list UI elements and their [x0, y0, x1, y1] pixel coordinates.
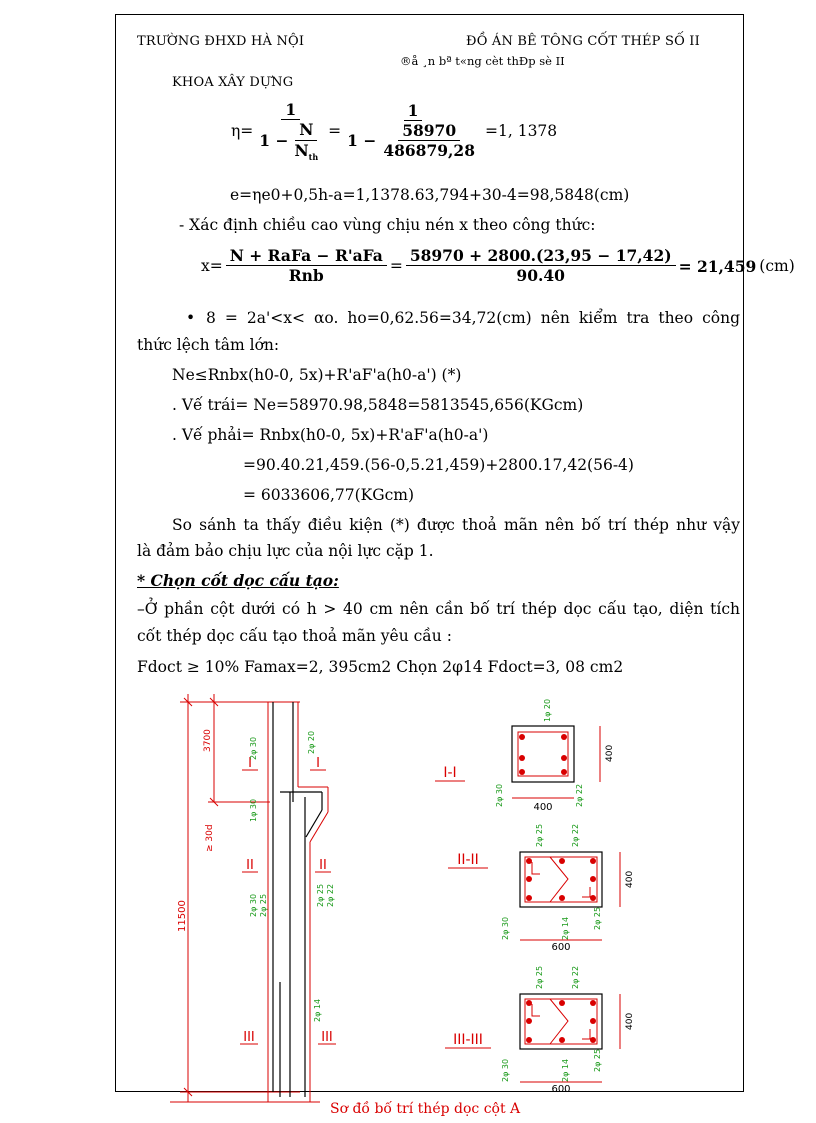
label-I-2p30: 2φ 30 [495, 783, 504, 807]
eq-eta-lhs: η= [231, 122, 254, 141]
eq-eta-den2-a: 1 − [347, 131, 377, 151]
cot-line-2: cốt thép dọc cấu tạo thoả mãn yêu cầu : [137, 627, 452, 645]
label-II-2p25-bot: 2φ 25 [593, 906, 602, 930]
dim-400-II: 400 [625, 870, 635, 888]
label-1p30: 1φ 30 [249, 798, 258, 822]
label-III-2p22-top: 2φ 22 [571, 965, 580, 989]
cut-label-II-left: II [246, 858, 254, 873]
bullet-line-1: 8 = 2a'<x< αo. ho=0,62.56=34,72(cm) nên kiểm tra theo công [206, 309, 740, 327]
cot-line-1: –Ở phần cột dưới có h > 40 cm nên cần bố trí thép dọc cấu tạo, diện tích [137, 600, 740, 618]
eq-x-lhs: x= [201, 257, 223, 276]
cut-label-III-right: III [321, 1030, 333, 1045]
label-II-2p14: 2φ 14 [561, 916, 570, 940]
dim-3700: 3700 [203, 729, 213, 752]
label-II-2p25-top: 2φ 25 [535, 823, 544, 847]
eq-eta-result: =1, 1378 [485, 122, 558, 141]
eq-eta-den1-den: N [294, 140, 309, 160]
label-III-2p25-bot: 2φ 25 [593, 1048, 602, 1072]
eq-eta-den2-den: 486879,28 [383, 141, 475, 161]
label-2p25-mid: 2φ 25 [259, 893, 268, 917]
compare-line-1: So sánh ta thấy điều kiện (*) được thoả mãn nên bố trí thép như vậy [172, 516, 740, 534]
eq-eta: η= 1 1 − $\frac{N}{N_{th}}$ = 1 1 − $\frac{58970}{486879,28}$ =1, 1378 [231, 100, 558, 162]
eq-x-unit: (cm) [759, 257, 795, 276]
section-II-II-bars [526, 858, 596, 901]
section-I-I-label: I-I [443, 765, 457, 781]
rebar-drawing [150, 692, 650, 1122]
eq-x-num2: 58970 + 2800.(23,95 − 17,42) [406, 246, 676, 266]
left-side-line: . Vế trái= Ne=58970.98,5848=5813545,656(KGcm) [172, 396, 584, 414]
section-II-II-label: II-II [457, 852, 479, 868]
cut-label-III-left: III [243, 1030, 255, 1045]
cut-label-I-left: I [248, 756, 252, 771]
label-III-2p25-top: 2φ 25 [535, 965, 544, 989]
eq-x-num1: N + RaFa − R'aFa [226, 246, 387, 266]
label-I-2p22: 2φ 22 [575, 783, 584, 807]
label-2p25-right: 2φ 25 [316, 883, 325, 907]
section-title: * Chọn cốt dọc cấu tạo: [137, 571, 339, 590]
bullet-icon: • [186, 309, 196, 327]
dim-30d: ≥ 30d [205, 824, 215, 852]
label-III-2p30: 2φ 30 [501, 1058, 510, 1082]
section-III-III-bars [526, 1000, 596, 1043]
label-2p20: 2φ 20 [307, 730, 316, 754]
eq-eta-den2-num: 58970 [398, 121, 460, 141]
header-project-legacy: ®å ¸n bª t«ng cèt thÐp sè II [400, 54, 565, 68]
eq-x: x= $\frac{\text{N + RaFa − R'aFa}}{\text{Rnb}}$ = $\frac{58970 + 2800.(23,95 - 17,42)}{90.40}$ = 21,459 (cm) [201, 246, 795, 286]
compare-line-2: là đảm bảo chịu lực của nội lực cặp 1. [137, 542, 434, 560]
dim-400-I: 400 [605, 744, 615, 762]
label-2p22-right: 2φ 22 [326, 883, 335, 907]
label-2p14: 2φ 14 [313, 998, 322, 1022]
right-side-line: . Vế phải= Rnbx(h0-0, 5x)+R'aF'a(h0-a') [172, 426, 489, 444]
calc-line-1: =90.40.21,459.(56-0,5.21,459)+2800.17,42(56-4) [243, 456, 634, 474]
section-I-I-bars [519, 734, 567, 775]
dim-600-III: 600 [551, 1084, 571, 1095]
dim-600-II: 600 [551, 942, 571, 953]
label-2p30-mid: 2φ 30 [249, 893, 258, 917]
dim-400-horiz: 400 [533, 802, 553, 813]
eq-eta-den1-den-sub: th [308, 151, 319, 162]
eq-eta-num2: 1 [404, 101, 423, 121]
section-III-III-label: III-III [453, 1032, 483, 1048]
label-II-2p30: 2φ 30 [501, 916, 510, 940]
label-II-2p22-top: 2φ 22 [571, 823, 580, 847]
header-project: ĐỒ ÁN BÊ TÔNG CỐT THÉP SỐ II [466, 34, 700, 49]
eq-x-den1: Rnb [288, 266, 324, 286]
drawing-caption: Sơ đồ bố trí thép dọc cột A [330, 1101, 521, 1117]
condition-line: Ne≤Rnbx(h0-0, 5x)+R'aF'a(h0-a') (*) [172, 366, 462, 384]
eq-e: e=ηe0+0,5h-a=1,1378.63,794+30-4=98,5848(cm) [230, 186, 630, 204]
dim-400-III: 400 [625, 1012, 635, 1030]
header-faculty: KHOA XÂY DỰNG [172, 75, 294, 90]
header-school: TRƯỜNG ĐHXD HÀ NỘI [137, 34, 305, 49]
bullet-line-2: thức lệch tâm lớn: [137, 336, 280, 354]
eq-eta-den1-a: 1 − [259, 131, 289, 151]
label-III-2p14: 2φ 14 [561, 1058, 570, 1082]
eq-x-den2: 90.40 [516, 266, 565, 286]
eq-eta-den1-num: N [295, 120, 317, 140]
cut-label-I-right: I [316, 756, 320, 771]
cut-label-II-right: II [319, 858, 327, 873]
x-title: - Xác định chiều cao vùng chịu nén x theo công thức: [179, 216, 596, 234]
calc-line-2: = 6033606,77(KGcm) [243, 486, 415, 504]
label-1p20: 1φ 20 [543, 698, 552, 722]
eq-x-result: = 21,459 [678, 256, 757, 276]
label-2p30-top: 2φ 30 [249, 736, 258, 760]
fdoct-line: Fdoct ≥ 10% Famax=2, 395cm2 Chọn 2φ14 Fdoct=3, 08 cm2 [137, 658, 624, 676]
eq-eta-num1: 1 [281, 100, 300, 120]
dim-11500: 11500 [177, 900, 188, 932]
